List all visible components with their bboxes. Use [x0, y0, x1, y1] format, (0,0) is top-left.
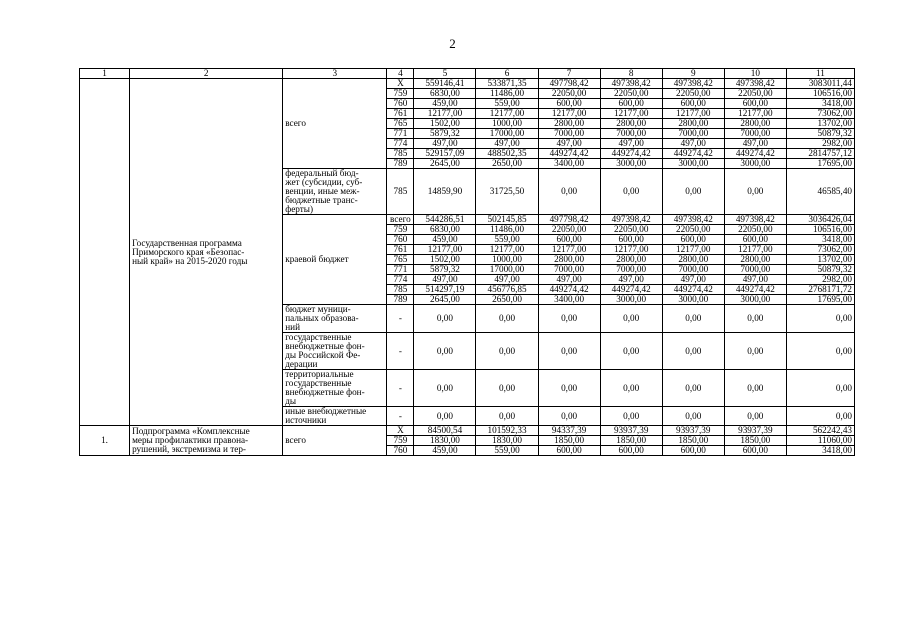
value-cell: 17695,00	[786, 295, 854, 305]
column-header: 11	[786, 69, 854, 79]
value-cell: 93937,39	[724, 426, 786, 436]
value-cell: 50879,32	[786, 129, 854, 139]
value-cell: 7000,00	[662, 265, 724, 275]
value-cell: 2982,00	[786, 275, 854, 285]
value-cell: 600,00	[724, 446, 786, 456]
value-cell: 600,00	[724, 235, 786, 245]
value-cell: 12177,00	[724, 109, 786, 119]
value-cell: 5879,32	[414, 129, 476, 139]
code-cell: 785	[387, 169, 414, 215]
value-cell: 3000,00	[600, 295, 662, 305]
value-cell: 0,00	[724, 370, 786, 407]
value-cell: 3418,00	[786, 235, 854, 245]
value-cell: 559146,41	[414, 79, 476, 89]
value-cell: 2800,00	[724, 255, 786, 265]
cell-text-line: Приморского края «Безопас-	[132, 246, 245, 257]
value-cell: 497,00	[476, 139, 538, 149]
value-cell: 0,00	[414, 305, 476, 333]
value-cell: 0,00	[476, 407, 538, 426]
funding-source-cell	[283, 407, 387, 426]
cell-text-line: венции, иные меж-	[285, 186, 360, 196]
cell-text-line: ный край» на 2015-2020 годы	[132, 255, 248, 266]
funding-source-cell: всего	[283, 426, 387, 456]
value-cell: 0,00	[476, 305, 538, 333]
value-cell: 0,00	[724, 305, 786, 333]
value-cell: 559,00	[476, 235, 538, 245]
value-cell: 3036426,04	[786, 215, 854, 225]
value-cell: 11486,00	[476, 225, 538, 235]
value-cell: 7000,00	[724, 129, 786, 139]
value-cell: 600,00	[600, 235, 662, 245]
value-cell: 2650,00	[476, 295, 538, 305]
value-cell: 0,00	[538, 407, 600, 426]
program-name-cell	[130, 79, 283, 426]
column-header: 3	[283, 69, 387, 79]
cell-text-line: жет (субсидии, суб-	[285, 177, 363, 187]
value-cell: 600,00	[724, 99, 786, 109]
value-cell: 17000,00	[476, 129, 538, 139]
column-header: 8	[600, 69, 662, 79]
value-cell: 1502,00	[414, 119, 476, 129]
value-cell: 449274,42	[600, 285, 662, 295]
value-cell: 0,00	[662, 370, 724, 407]
value-cell: 3083011,44	[786, 79, 854, 89]
code-cell: всего	[387, 215, 414, 225]
value-cell: 497798,42	[538, 79, 600, 89]
value-cell: 600,00	[600, 446, 662, 456]
value-cell: 0,00	[538, 169, 600, 215]
value-cell: 2814757,12	[786, 149, 854, 159]
code-cell: Х	[387, 79, 414, 89]
value-cell: 497,00	[662, 275, 724, 285]
cell-text-line: ний	[285, 322, 301, 332]
value-cell: 1000,00	[476, 119, 538, 129]
code-cell: 760	[387, 99, 414, 109]
value-cell: 497,00	[600, 275, 662, 285]
code-cell: 774	[387, 139, 414, 149]
column-header: 5	[414, 69, 476, 79]
value-cell: 1850,00	[662, 436, 724, 446]
code-cell: 761	[387, 109, 414, 119]
funding-source-cell	[283, 169, 387, 215]
value-cell: 0,00	[786, 305, 854, 333]
column-header: 1	[80, 69, 130, 79]
value-cell: 2800,00	[662, 255, 724, 265]
value-cell: 12177,00	[662, 109, 724, 119]
value-cell: 497398,42	[600, 215, 662, 225]
row-number-cell	[80, 79, 130, 426]
value-cell: 0,00	[538, 305, 600, 333]
value-cell: 11486,00	[476, 89, 538, 99]
funding-source-cell	[283, 305, 387, 333]
budget-table	[79, 68, 855, 456]
value-cell: 12177,00	[538, 245, 600, 255]
value-cell: 0,00	[414, 407, 476, 426]
value-cell: 0,00	[600, 370, 662, 407]
value-cell: 600,00	[538, 446, 600, 456]
value-cell: 2800,00	[724, 119, 786, 129]
value-cell: 600,00	[662, 99, 724, 109]
code-cell: -	[387, 370, 414, 407]
cell-text-line: иные внебюджетные	[285, 406, 367, 416]
value-cell: 0,00	[662, 169, 724, 215]
code-cell: -	[387, 407, 414, 426]
value-cell: 12177,00	[414, 245, 476, 255]
value-cell: 449274,42	[662, 285, 724, 295]
value-cell: 3418,00	[786, 99, 854, 109]
value-cell: 497398,42	[724, 79, 786, 89]
cell-text-line: пальных образова-	[285, 313, 359, 323]
value-cell: 7000,00	[662, 129, 724, 139]
value-cell: 0,00	[662, 305, 724, 333]
value-cell: 7000,00	[724, 265, 786, 275]
value-cell: 0,00	[724, 407, 786, 426]
value-cell: 22050,00	[538, 225, 600, 235]
funding-source-cell	[283, 79, 387, 169]
code-cell: 789	[387, 159, 414, 169]
value-cell: 7000,00	[538, 265, 600, 275]
value-cell: 73062,00	[786, 109, 854, 119]
value-cell: 497,00	[724, 275, 786, 285]
value-cell: 73062,00	[786, 245, 854, 255]
funding-source-cell	[283, 333, 387, 370]
value-cell: 0,00	[786, 370, 854, 407]
value-cell: 456776,85	[476, 285, 538, 295]
value-cell: 0,00	[662, 333, 724, 370]
value-cell: 46585,40	[786, 169, 854, 215]
value-cell: 93937,39	[600, 426, 662, 436]
table-row	[80, 79, 855, 89]
value-cell: 1850,00	[600, 436, 662, 446]
cell-text-line: рушений, экстремизма и тер-	[132, 444, 246, 454]
cell-text-line: ды	[285, 396, 297, 406]
value-cell: 600,00	[662, 446, 724, 456]
code-cell: 785	[387, 149, 414, 159]
value-cell: 22050,00	[538, 89, 600, 99]
value-cell: 449274,42	[662, 149, 724, 159]
value-cell: 600,00	[538, 99, 600, 109]
value-cell: 544286,51	[414, 215, 476, 225]
value-cell: 449274,42	[600, 149, 662, 159]
value-cell: 497,00	[476, 275, 538, 285]
value-cell: 497,00	[724, 139, 786, 149]
value-cell: 22050,00	[662, 89, 724, 99]
value-cell: 459,00	[414, 235, 476, 245]
value-cell: 2645,00	[414, 159, 476, 169]
value-cell: 84500,54	[414, 426, 476, 436]
value-cell: 94337,39	[538, 426, 600, 436]
value-cell: 449274,42	[538, 149, 600, 159]
value-cell: 559,00	[476, 99, 538, 109]
value-cell: 1850,00	[724, 436, 786, 446]
value-cell: 5879,32	[414, 265, 476, 275]
value-cell: 2650,00	[476, 159, 538, 169]
code-cell: 765	[387, 255, 414, 265]
value-cell: 0,00	[414, 333, 476, 370]
cell-text-line: государственные	[285, 378, 352, 388]
cell-text-line: дерации	[285, 359, 318, 369]
value-cell: 13702,00	[786, 119, 854, 129]
code-cell: 759	[387, 225, 414, 235]
value-cell: 0,00	[600, 333, 662, 370]
cell-text-line: бюджет муници-	[285, 304, 351, 314]
value-cell: 106516,00	[786, 225, 854, 235]
value-cell: 497,00	[538, 139, 600, 149]
code-cell: 765	[387, 119, 414, 129]
value-cell: 12177,00	[538, 109, 600, 119]
value-cell: 497,00	[600, 139, 662, 149]
value-cell: 0,00	[786, 333, 854, 370]
value-cell: 0,00	[476, 370, 538, 407]
value-cell: 497,00	[414, 275, 476, 285]
value-cell: 12177,00	[414, 109, 476, 119]
subprogram-name-cell	[130, 426, 283, 456]
value-cell: 488502,35	[476, 149, 538, 159]
value-cell: 2982,00	[786, 139, 854, 149]
value-cell: 50879,32	[786, 265, 854, 275]
column-header: 6	[476, 69, 538, 79]
value-cell: 497,00	[538, 275, 600, 285]
value-cell: 12177,00	[476, 109, 538, 119]
value-cell: 1830,00	[414, 436, 476, 446]
value-cell: 0,00	[476, 333, 538, 370]
value-cell: 1000,00	[476, 255, 538, 265]
value-cell: 459,00	[414, 99, 476, 109]
column-header: 10	[724, 69, 786, 79]
column-header: 2	[130, 69, 283, 79]
value-cell: 13702,00	[786, 255, 854, 265]
value-cell: 6830,00	[414, 89, 476, 99]
value-cell: 12177,00	[476, 245, 538, 255]
column-header: 7	[538, 69, 600, 79]
subprogram-number-cell: 1.	[80, 426, 130, 456]
value-cell: 514297,19	[414, 285, 476, 295]
value-cell: 12177,00	[662, 245, 724, 255]
page-number: 2	[449, 36, 456, 51]
value-cell: 497398,42	[724, 215, 786, 225]
value-cell: 11060,00	[786, 436, 854, 446]
cell-text-line: внебюджетные фон-	[285, 387, 365, 397]
value-cell: 101592,33	[476, 426, 538, 436]
code-cell: 785	[387, 285, 414, 295]
cell-text-line: территориальные	[285, 369, 354, 379]
funding-source-cell	[283, 215, 387, 305]
cell-text-line: бюджетные транс-	[285, 195, 358, 205]
value-cell: 0,00	[724, 169, 786, 215]
value-cell: 2800,00	[538, 255, 600, 265]
value-cell: 0,00	[414, 370, 476, 407]
code-cell: -	[387, 333, 414, 370]
cell-text-line: меры профилактики правона-	[132, 435, 249, 445]
value-cell: 22050,00	[600, 89, 662, 99]
value-cell: 3418,00	[786, 446, 854, 456]
value-cell: 14859,90	[414, 169, 476, 215]
value-cell: 31725,50	[476, 169, 538, 215]
value-cell: 600,00	[662, 235, 724, 245]
value-cell: 449274,42	[724, 285, 786, 295]
value-cell: 2800,00	[600, 119, 662, 129]
cell-text-line: ферты)	[285, 204, 314, 214]
value-cell: 12177,00	[600, 245, 662, 255]
cell-text-line: внебюджетные фон-	[285, 341, 365, 351]
value-cell: 1850,00	[538, 436, 600, 446]
value-cell: 93937,39	[662, 426, 724, 436]
value-cell: 2768171,72	[786, 285, 854, 295]
funding-source-cell	[283, 370, 387, 407]
value-cell: 1830,00	[476, 436, 538, 446]
table-body	[80, 69, 855, 456]
header-row	[80, 69, 855, 79]
value-cell: 559,00	[476, 446, 538, 456]
value-cell: 3000,00	[724, 159, 786, 169]
code-cell: 761	[387, 245, 414, 255]
value-cell: 3000,00	[600, 159, 662, 169]
value-cell: 0,00	[600, 169, 662, 215]
code-cell: 771	[387, 129, 414, 139]
value-cell: 17695,00	[786, 159, 854, 169]
cell-text-line: краевой бюджет	[285, 254, 349, 264]
code-cell: Х	[387, 426, 414, 436]
value-cell: 497398,42	[662, 79, 724, 89]
code-cell: 789	[387, 295, 414, 305]
value-cell: 7000,00	[538, 129, 600, 139]
value-cell: 17000,00	[476, 265, 538, 275]
value-cell: 0,00	[538, 370, 600, 407]
value-cell: 12177,00	[724, 245, 786, 255]
value-cell: 3000,00	[724, 295, 786, 305]
value-cell: 3000,00	[662, 159, 724, 169]
value-cell: 12177,00	[600, 109, 662, 119]
code-cell: 759	[387, 89, 414, 99]
cell-text-line: Подпрограмма «Комплексные	[132, 426, 250, 436]
value-cell: 497,00	[662, 139, 724, 149]
table-row	[80, 426, 855, 436]
value-cell: 0,00	[662, 407, 724, 426]
value-cell: 2800,00	[662, 119, 724, 129]
value-cell: 449274,42	[724, 149, 786, 159]
code-cell: 759	[387, 436, 414, 446]
value-cell: 529157,09	[414, 149, 476, 159]
value-cell: 497,00	[414, 139, 476, 149]
code-cell: -	[387, 305, 414, 333]
cell-text-line: ды Российской Фе-	[285, 350, 361, 360]
value-cell: 533871,35	[476, 79, 538, 89]
value-cell: 2800,00	[538, 119, 600, 129]
value-cell: 562242,43	[786, 426, 854, 436]
value-cell: 2800,00	[600, 255, 662, 265]
value-cell: 497398,42	[662, 215, 724, 225]
code-cell: 771	[387, 265, 414, 275]
value-cell: 600,00	[538, 235, 600, 245]
cell-text-line: Государственная программа	[132, 237, 242, 248]
value-cell: 0,00	[786, 407, 854, 426]
cell-text-line: государственные	[285, 332, 352, 342]
value-cell: 22050,00	[724, 225, 786, 235]
cell-text-line: федеральный бюд-	[285, 168, 359, 178]
value-cell: 2645,00	[414, 295, 476, 305]
value-cell: 497398,42	[600, 79, 662, 89]
value-cell: 7000,00	[600, 129, 662, 139]
column-header: 4	[387, 69, 414, 79]
value-cell: 449274,42	[538, 285, 600, 295]
code-cell: 760	[387, 235, 414, 245]
value-cell: 106516,00	[786, 89, 854, 99]
value-cell: 497798,42	[538, 215, 600, 225]
value-cell: 502145,85	[476, 215, 538, 225]
value-cell: 0,00	[538, 333, 600, 370]
code-cell: 760	[387, 446, 414, 456]
value-cell: 6830,00	[414, 225, 476, 235]
value-cell: 0,00	[600, 305, 662, 333]
column-header: 9	[662, 69, 724, 79]
value-cell: 459,00	[414, 446, 476, 456]
value-cell: 0,00	[724, 333, 786, 370]
value-cell: 7000,00	[600, 265, 662, 275]
code-cell: 774	[387, 275, 414, 285]
value-cell: 600,00	[600, 99, 662, 109]
value-cell: 22050,00	[724, 89, 786, 99]
value-cell: 22050,00	[662, 225, 724, 235]
value-cell: 3400,00	[538, 295, 600, 305]
value-cell: 0,00	[600, 407, 662, 426]
value-cell: 3400,00	[538, 159, 600, 169]
value-cell: 3000,00	[662, 295, 724, 305]
value-cell: 22050,00	[600, 225, 662, 235]
cell-text-line: всего	[285, 118, 306, 128]
value-cell: 1502,00	[414, 255, 476, 265]
cell-text-line: источники	[285, 415, 327, 425]
